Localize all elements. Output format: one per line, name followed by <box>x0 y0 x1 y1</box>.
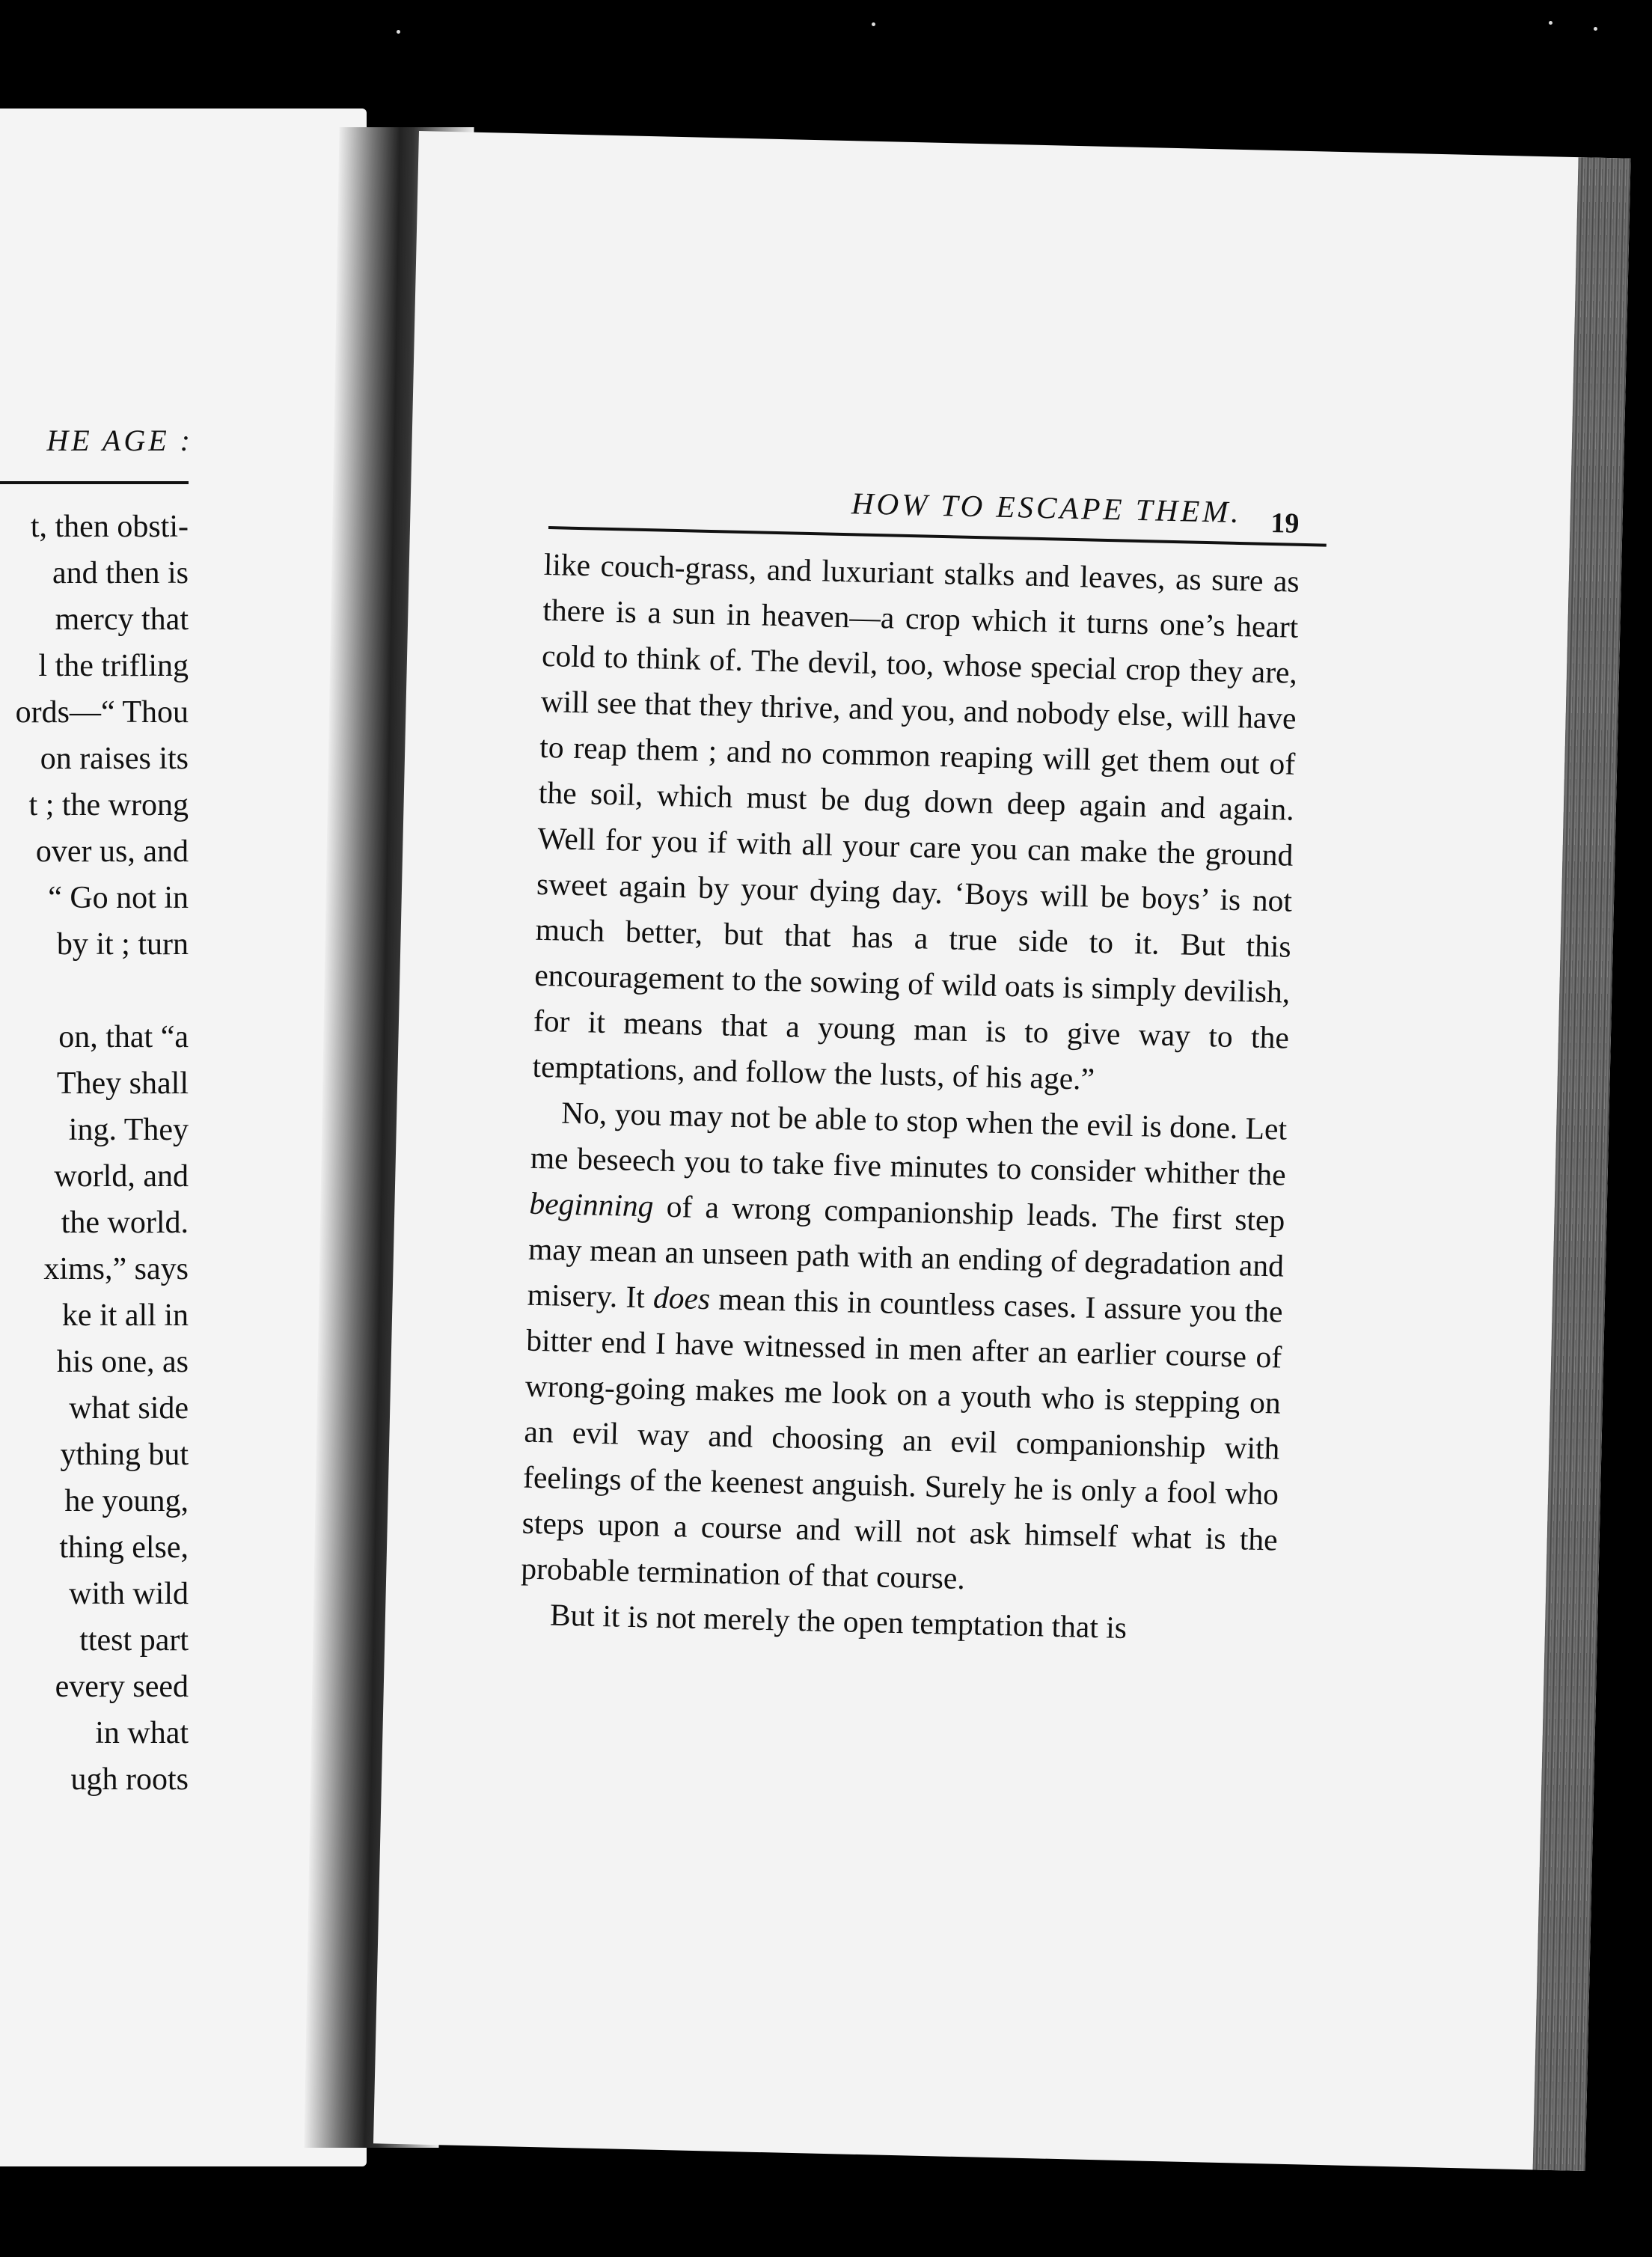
right-page <box>373 131 1631 2171</box>
left-text-line: ttest part <box>79 1623 189 1658</box>
page-number: 19 <box>1270 507 1300 540</box>
left-text-line: in what <box>95 1716 189 1750</box>
running-head: HOW TO ESCAPE THEM. <box>851 486 1243 530</box>
paragraph <box>532 542 1300 1107</box>
left-text-line: ing. They <box>68 1113 189 1147</box>
left-text-line: and then is <box>52 556 189 590</box>
left-text-line: world, and <box>54 1159 189 1194</box>
left-text-line: t, then obsti- <box>30 510 189 544</box>
left-text-line: by it ; turn <box>56 927 189 962</box>
italic-text: does <box>652 1280 711 1316</box>
scan-speck <box>1594 27 1597 31</box>
left-text-line: the world. <box>61 1206 189 1240</box>
left-text-line: ke it all in <box>61 1298 189 1333</box>
left-text-line: over us, and <box>35 834 189 869</box>
left-text-line: mercy that <box>55 602 189 637</box>
page-edges <box>1533 157 1631 2171</box>
scan-speck <box>1549 21 1552 25</box>
text-run: But it is not merely the open temptation that is <box>549 1597 1128 1645</box>
left-text-line <box>16 968 189 1014</box>
text-run: mean this in countless cases. I assure you the bitter end I have witnessed in men after an earlier course of wrong-going makes me look on a youth who is stepping on an evil way and choosing an evil companionship with feelings of the keenest anguish. Surely he is only a fool who steps upon a course and will not ask himself what is the probable termination of that course. <box>520 1281 1284 1596</box>
body-text <box>519 542 1300 1655</box>
italic-text: beginning <box>529 1185 654 1224</box>
left-text-line: ugh roots <box>70 1762 189 1797</box>
left-text-line: l the trifling <box>38 649 189 683</box>
text-run: of a wrong companionship leads. The first step may mean an unseen path with an ending of degradation and misery. It <box>527 1188 1285 1315</box>
left-text-line: “ Go not in <box>48 881 189 915</box>
scan-speck <box>397 30 400 34</box>
left-text-line: ything but <box>60 1438 189 1472</box>
left-text-line: on raises its <box>40 742 189 776</box>
left-text-line: ords—“ Thou <box>15 695 189 730</box>
paragraph <box>521 1090 1288 1609</box>
text-run: like couch-grass, and luxuriant stalks and leaves, as sure as there is a sun in heaven—a crop which it turns one’s heart cold to think of. The devil, too, whose special crop they are, will see that they thrive, and you, and nobody else, will have to reap them ; and no common reaping will get them out of the soil, which must be dug down deep again and again. Well for you if with all your care you can make the ground sweet again by your dying day. ‘Boys will be boys’ is not much better, but that has a true side to it. But this encouragement to the sowing of wild oats is simply devilish, for it means that a young man is to give way to the temptations, and follow the lusts, of his age.” <box>532 546 1300 1096</box>
left-text-line: They shall <box>56 1066 189 1101</box>
left-text-line: thing else, <box>59 1530 189 1565</box>
left-text-line: he young, <box>64 1484 189 1518</box>
left-text-line: on, that “a <box>58 1020 189 1054</box>
left-text-line: every seed <box>55 1670 189 1704</box>
left-header-rule <box>0 481 189 484</box>
text-run: No, you may not be able to stop when the evil is done. Let me beseech you to take five minutes to consider whither the <box>530 1095 1288 1192</box>
left-text-line: xims,” says <box>43 1252 189 1286</box>
left-running-head: HE AGE : <box>46 424 193 457</box>
left-text-line: with wild <box>69 1577 189 1611</box>
left-page-text <box>16 504 189 1803</box>
header-rule <box>548 526 1327 547</box>
scan-speck <box>872 22 875 26</box>
left-text-line: his one, as <box>56 1345 189 1379</box>
left-text-line: t ; the wrong <box>28 788 189 822</box>
left-text-line: what side <box>69 1391 189 1426</box>
